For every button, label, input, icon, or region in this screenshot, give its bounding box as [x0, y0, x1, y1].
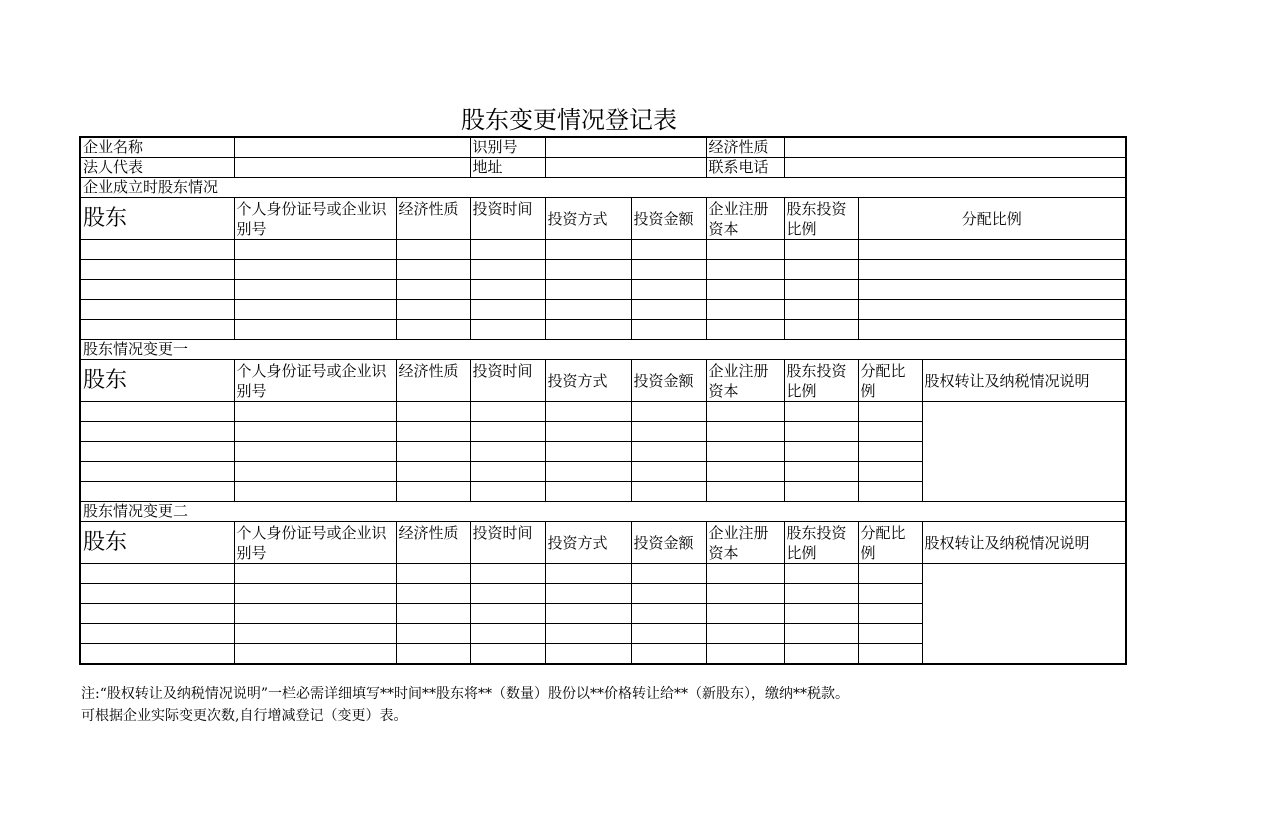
data-cell[interactable] — [706, 300, 784, 320]
data-cell[interactable] — [80, 300, 234, 320]
data-cell[interactable] — [784, 564, 858, 584]
column-header: 分配比例 — [858, 198, 1126, 240]
data-cell[interactable] — [631, 240, 706, 260]
data-cell[interactable] — [631, 564, 706, 584]
data-cell[interactable] — [396, 624, 470, 644]
column-header: 企业注册资本 — [706, 522, 784, 564]
info-label: 法人代表 — [80, 158, 234, 178]
column-header: 经济性质 — [396, 522, 470, 564]
column-header: 投资时间 — [470, 522, 545, 564]
data-cell[interactable] — [80, 564, 234, 584]
data-cell[interactable] — [396, 482, 470, 502]
data-cell[interactable] — [706, 482, 784, 502]
info-label: 识别号 — [470, 137, 545, 158]
data-cell[interactable] — [80, 320, 234, 340]
data-cell[interactable] — [631, 584, 706, 604]
column-header: 个人身份证号或企业识别号 — [234, 198, 396, 240]
data-cell[interactable] — [631, 320, 706, 340]
data-cell[interactable] — [80, 624, 234, 644]
column-header: 经济性质 — [396, 360, 470, 402]
data-cell[interactable] — [396, 462, 470, 482]
data-cell[interactable] — [631, 442, 706, 462]
data-cell[interactable] — [470, 320, 545, 340]
data-cell[interactable] — [784, 624, 858, 644]
data-cell[interactable] — [470, 442, 545, 462]
header-row — [80, 198, 1126, 240]
table-row — [80, 320, 1126, 340]
data-cell[interactable] — [706, 462, 784, 482]
data-cell[interactable] — [470, 604, 545, 624]
info-value-field[interactable] — [545, 158, 706, 178]
column-header: 投资金额 — [631, 360, 706, 402]
data-cell[interactable] — [80, 280, 234, 300]
info-value-field[interactable] — [784, 137, 1126, 158]
note-line-1: 注:“股权转让及纳税情况说明”一栏必需详细填写**时间**股东将**（数量）股份以**价格转让给**（新股东），缴纳**税款。 — [81, 686, 850, 702]
data-cell[interactable] — [706, 422, 784, 442]
data-cell[interactable] — [396, 564, 470, 584]
data-cell[interactable] — [631, 300, 706, 320]
data-cell[interactable] — [80, 584, 234, 604]
info-label: 联系电话 — [706, 158, 784, 178]
data-cell[interactable] — [631, 462, 706, 482]
data-cell[interactable] — [858, 442, 922, 462]
data-cell[interactable] — [396, 280, 470, 300]
column-header: 股东 — [80, 360, 234, 402]
transfer-tax-note-cell[interactable] — [922, 564, 1126, 665]
column-header: 个人身份证号或企业识别号 — [234, 522, 396, 564]
info-row — [80, 158, 1126, 178]
data-cell[interactable] — [545, 402, 631, 422]
data-cell[interactable] — [234, 584, 396, 604]
table-row — [80, 280, 1126, 300]
data-cell[interactable] — [545, 604, 631, 624]
column-header: 投资金额 — [631, 198, 706, 240]
data-cell[interactable] — [545, 422, 631, 442]
data-cell[interactable] — [470, 240, 545, 260]
data-cell[interactable] — [234, 482, 396, 502]
data-cell[interactable] — [80, 482, 234, 502]
column-header: 投资方式 — [545, 522, 631, 564]
column-header: 投资时间 — [470, 198, 545, 240]
data-cell[interactable] — [631, 604, 706, 624]
table-row — [80, 300, 1126, 320]
data-cell[interactable] — [396, 644, 470, 665]
data-cell[interactable] — [234, 442, 396, 462]
data-cell[interactable] — [234, 644, 396, 665]
column-header: 股东投资比例 — [784, 522, 858, 564]
column-header: 股权转让及纳税情况说明 — [922, 360, 1126, 402]
data-cell[interactable] — [858, 564, 922, 584]
data-cell[interactable] — [396, 240, 470, 260]
data-cell[interactable] — [234, 462, 396, 482]
data-cell[interactable] — [396, 604, 470, 624]
data-cell[interactable] — [631, 482, 706, 502]
data-cell[interactable] — [706, 624, 784, 644]
column-header: 企业注册资本 — [706, 198, 784, 240]
data-cell[interactable] — [858, 584, 922, 604]
data-cell[interactable] — [234, 564, 396, 584]
data-cell[interactable] — [706, 320, 784, 340]
data-cell[interactable] — [784, 300, 858, 320]
data-cell[interactable] — [706, 564, 784, 584]
data-cell[interactable] — [631, 280, 706, 300]
registration-table — [79, 136, 1127, 665]
data-cell[interactable] — [470, 564, 545, 584]
data-cell[interactable] — [470, 462, 545, 482]
data-cell[interactable] — [234, 402, 396, 422]
data-cell[interactable] — [80, 462, 234, 482]
data-cell[interactable] — [858, 300, 1126, 320]
data-cell[interactable] — [706, 240, 784, 260]
data-cell[interactable] — [396, 442, 470, 462]
data-cell[interactable] — [545, 320, 631, 340]
data-cell[interactable] — [80, 240, 234, 260]
info-label: 地址 — [470, 158, 545, 178]
data-cell[interactable] — [784, 422, 858, 442]
data-cell[interactable] — [80, 402, 234, 422]
data-cell[interactable] — [234, 300, 396, 320]
data-cell[interactable] — [396, 422, 470, 442]
column-header: 个人身份证号或企业识别号 — [234, 360, 396, 402]
column-header: 股东 — [80, 198, 234, 240]
data-cell[interactable] — [858, 240, 1126, 260]
data-cell[interactable] — [470, 584, 545, 604]
data-cell[interactable] — [545, 564, 631, 584]
info-value-field[interactable] — [234, 158, 470, 178]
data-cell[interactable] — [234, 240, 396, 260]
data-cell[interactable] — [470, 624, 545, 644]
data-cell[interactable] — [234, 604, 396, 624]
data-cell[interactable] — [784, 320, 858, 340]
table-row — [80, 260, 1126, 280]
section-title-row — [80, 502, 1126, 522]
data-cell[interactable] — [706, 260, 784, 280]
column-header: 分配比例 — [858, 360, 922, 402]
data-cell[interactable] — [80, 604, 234, 624]
header-row — [80, 522, 1126, 564]
data-cell[interactable] — [858, 422, 922, 442]
data-cell[interactable] — [784, 280, 858, 300]
data-cell[interactable] — [784, 442, 858, 462]
data-cell[interactable] — [784, 644, 858, 665]
data-cell[interactable] — [396, 402, 470, 422]
table-row — [80, 564, 1126, 584]
data-cell[interactable] — [234, 260, 396, 280]
data-cell[interactable] — [631, 402, 706, 422]
form-title: 股东变更情况登记表 — [461, 106, 677, 134]
column-header: 投资时间 — [470, 360, 545, 402]
data-cell[interactable] — [470, 402, 545, 422]
data-cell[interactable] — [470, 422, 545, 442]
data-cell[interactable] — [545, 300, 631, 320]
data-cell[interactable] — [234, 320, 396, 340]
data-cell[interactable] — [545, 624, 631, 644]
note-line-2: 可根据企业实际变更次数,自行增减登记（变更）表。 — [81, 708, 408, 724]
data-cell[interactable] — [234, 624, 396, 644]
data-cell[interactable] — [858, 320, 1126, 340]
data-cell[interactable] — [706, 644, 784, 665]
data-cell[interactable] — [784, 604, 858, 624]
column-header: 投资方式 — [545, 360, 631, 402]
column-header: 分配比例 — [858, 522, 922, 564]
data-cell[interactable] — [396, 320, 470, 340]
data-cell[interactable] — [706, 584, 784, 604]
info-label: 企业名称 — [80, 137, 234, 158]
header-row — [80, 360, 1126, 402]
data-cell[interactable] — [545, 482, 631, 502]
data-cell[interactable] — [858, 462, 922, 482]
data-cell[interactable] — [858, 624, 922, 644]
data-cell[interactable] — [784, 260, 858, 280]
section-title-row — [80, 340, 1126, 360]
info-value-field[interactable] — [545, 137, 706, 158]
data-cell[interactable] — [396, 584, 470, 604]
data-cell[interactable] — [631, 644, 706, 665]
data-cell[interactable] — [470, 300, 545, 320]
data-cell[interactable] — [470, 482, 545, 502]
data-cell[interactable] — [631, 422, 706, 442]
data-cell[interactable] — [858, 604, 922, 624]
column-header: 股东投资比例 — [784, 360, 858, 402]
column-header: 投资方式 — [545, 198, 631, 240]
column-header: 股权转让及纳税情况说明 — [922, 522, 1126, 564]
data-cell[interactable] — [784, 402, 858, 422]
data-cell[interactable] — [706, 604, 784, 624]
data-cell[interactable] — [545, 644, 631, 665]
data-cell[interactable] — [784, 462, 858, 482]
data-cell[interactable] — [706, 280, 784, 300]
info-row — [80, 137, 1126, 158]
data-cell[interactable] — [80, 260, 234, 280]
data-cell[interactable] — [470, 260, 545, 280]
data-cell[interactable] — [545, 260, 631, 280]
section-title: 企业成立时股东情况 — [80, 178, 1126, 198]
data-cell[interactable] — [545, 240, 631, 260]
data-cell[interactable] — [396, 300, 470, 320]
data-cell[interactable] — [234, 280, 396, 300]
data-cell[interactable] — [858, 260, 1126, 280]
info-value-field[interactable] — [784, 158, 1126, 178]
data-cell[interactable] — [858, 280, 1126, 300]
data-cell[interactable] — [545, 584, 631, 604]
transfer-tax-note-cell[interactable] — [922, 402, 1126, 502]
data-cell[interactable] — [706, 402, 784, 422]
data-cell[interactable] — [858, 482, 922, 502]
data-cell[interactable] — [545, 462, 631, 482]
info-label: 经济性质 — [706, 137, 784, 158]
table-row — [80, 240, 1126, 260]
data-cell[interactable] — [784, 584, 858, 604]
table-row — [80, 402, 1126, 422]
section-title: 股东情况变更二 — [80, 502, 1126, 522]
column-header: 投资金额 — [631, 522, 706, 564]
section-title: 股东情况变更一 — [80, 340, 1126, 360]
data-cell[interactable] — [80, 422, 234, 442]
data-cell[interactable] — [631, 624, 706, 644]
column-header: 股东 — [80, 522, 234, 564]
column-header: 企业注册资本 — [706, 360, 784, 402]
column-header: 股东投资比例 — [784, 198, 858, 240]
data-cell[interactable] — [396, 260, 470, 280]
data-cell[interactable] — [858, 644, 922, 665]
column-header: 经济性质 — [396, 198, 470, 240]
data-cell[interactable] — [470, 280, 545, 300]
data-cell[interactable] — [784, 482, 858, 502]
data-cell[interactable] — [234, 422, 396, 442]
data-cell[interactable] — [706, 442, 784, 462]
section-title-row — [80, 178, 1126, 198]
data-cell[interactable] — [80, 442, 234, 462]
data-cell[interactable] — [545, 442, 631, 462]
info-value-field[interactable] — [234, 137, 470, 158]
data-cell[interactable] — [545, 280, 631, 300]
data-cell[interactable] — [858, 402, 922, 422]
data-cell[interactable] — [631, 260, 706, 280]
data-cell[interactable] — [470, 644, 545, 665]
data-cell[interactable] — [784, 240, 858, 260]
data-cell[interactable] — [80, 644, 234, 665]
